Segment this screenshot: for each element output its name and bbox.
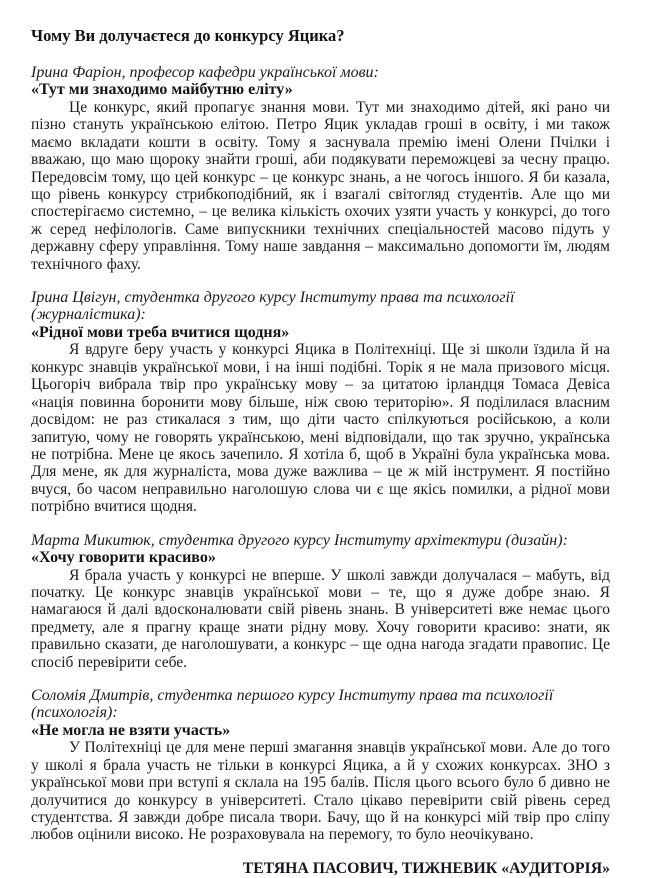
- interview-section: [31, 64, 610, 273]
- interview-section: [31, 289, 610, 515]
- quote-heading: «Тут ми знаходимо майбутню еліту»: [31, 81, 293, 99]
- speaker-line: Ірина Цвігун, студентка другого курсу Інституту права та психології (журналістика):: [31, 289, 515, 324]
- body-paragraph: У Політехніці це для мене перші змагання знавців української мови. Але до того у школі я брала участь не тільки в конкурсі Яцика, а й у схожих конкурсах. ЗНО з української мови при вступі я склала на 195 балів. Після цього всього було б дивно не долучитися до конкурсу в університеті. Стало цікаво перевірити свій рівень серед студентства. Я завжди добре писала твори. Бачу, що й на конкурсі мій твір про сліпу любов оцінили високо. Не розраховувала на перемогу, то було неочікувано.: [31, 739, 610, 844]
- author-signature: ТЕТЯНА ПАСОВИЧ, ТИЖНЕВИК «АУДИТОРІЯ»: [242, 859, 610, 877]
- body-paragraph: Я брала участь у конкурсі не вперше. У школі завжди долучалася – мабуть, від початку. Це конкурс знавців української мови – те, що я дуже добре знаю. Я намагаюся й далі вдосконалювати свій рівень знань. В університеті вже немає цього предмету, але я прагну краще знати рідну мову. Хочу говорити красиво: знати, як правильно сказати, де наголошувати, а конкурс – ще одна нагода згадати правопис. Це спосіб перевірити себе.: [31, 566, 610, 671]
- quote-heading: «Рідної мови треба вчитися щодня»: [31, 323, 290, 341]
- quote-heading: «Хочу говорити красиво»: [31, 548, 216, 566]
- speaker-line: Марта Микитюк, студентка другого курсу Інституту архітектури (дизайн):: [31, 531, 568, 549]
- body-paragraph: Я вдруге беру участь у конкурсі Яцика в Політехніці. Ще зі школи їздила й на конкурс знавців української мови, і на інші подібні. Торік я не мала призового місця. Цьогоріч вибрала твір про українську мову – за цитатою ірландця Томаса Девіса «нація повинна боронити мову більше, ніж свою територію». Я поділилася власним досвідом: не раз стикалася з тим, що діти часто спілкуються російською, а коли запитую, чому не говорять українською, мені відповідали, що так зручно, українська не потрібна. Мене це якось зачепило. Я хотіла б, щоб в Україні була українська мова. Для мене, як для журналіста, мова дуже важлива – це ж мій інструмент. Я постійно вчуся, бо часом неправильно наголошую слова чи є ще якісь помилки, а рідної мови потрібно вчитися щодня.: [31, 341, 610, 516]
- quote-heading: «Не могла не взяти участь»: [31, 721, 231, 739]
- interview-section: [31, 687, 610, 844]
- page-title: Чому Ви долучаєтеся до конкурсу Яцика?: [31, 26, 345, 45]
- speaker-line: Ірина Фаріон, професор кафедри української мови:: [31, 64, 379, 81]
- interview-section: [31, 532, 610, 671]
- speaker-line: Соломія Дмитрів, студентка першого курсу Інституту права та психології (психологія):: [31, 686, 554, 722]
- body-paragraph: Це конкурс, який пропагує знання мови. Тут ми знаходимо дітей, які рано чи пізно стануть українською елітою. Петро Яцик укладав гроші в освіту, і ми також маємо вкладати кошти в освіту. Тому я заснувала премію імені Олени Пчілки і вважаю, що маю щороку знайти гроші, аби подякувати переможцеві за чесну працю. Передовсім тому, що цей конкурс – це конкурс знань, а не чогось іншого. Я би казала, що рівень конкурсу стрибкоподібний, як і взагалі світогляд студентів. Але що ми спостерігаємо системно, – це велика кількість охочих узяти участь у конкурсі, до того ж серед нефілологів. Саме випускники технічних спеціальностей масово підуть у державну сферу управління. Тому наше завдання – максимально допомогти їм, людям технічного фаху.: [31, 99, 610, 273]
